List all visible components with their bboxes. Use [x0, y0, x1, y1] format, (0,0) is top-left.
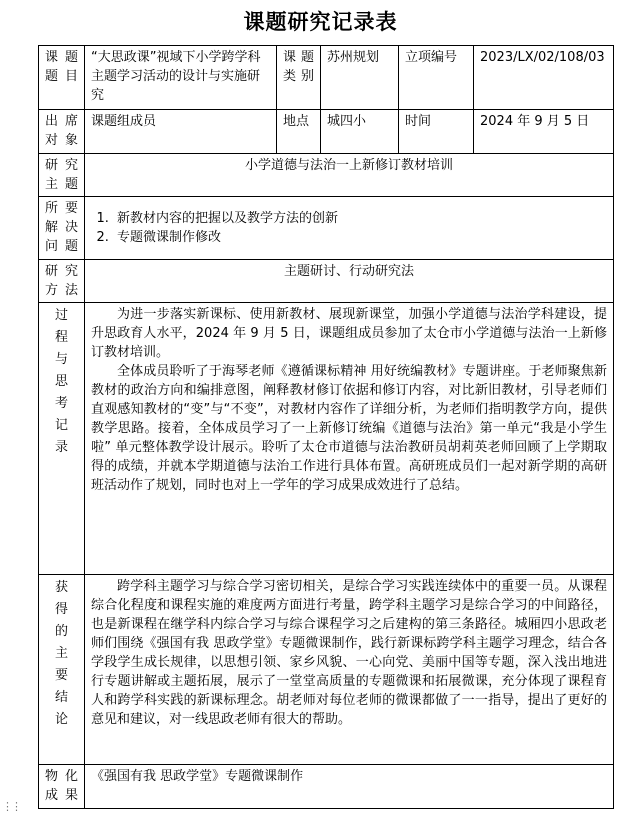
label-char: 得	[54, 602, 68, 617]
table-row-outcome	[39, 765, 614, 809]
process-text	[85, 303, 614, 575]
time-value: 2024 年 9 月 5 日	[474, 110, 614, 154]
conclusion-label	[39, 575, 85, 765]
conclusion-text	[85, 575, 614, 765]
issues-cell	[85, 197, 614, 260]
label-char: 结	[54, 690, 68, 705]
time-label: 时间	[399, 110, 474, 154]
table-row-method	[39, 260, 614, 303]
project-no-label: 立项编号	[399, 46, 474, 110]
label-char: 主	[54, 646, 68, 661]
table-row-topic	[39, 46, 614, 110]
issues-label: 所要解决问题	[39, 197, 85, 260]
method-value: 主题研讨、行动研究法	[85, 260, 614, 303]
outcome-label: 物化成果	[39, 765, 85, 809]
label-char: 要	[54, 668, 68, 683]
table-row-process	[39, 303, 614, 575]
process-label	[39, 303, 85, 575]
label-char: 过	[54, 308, 68, 323]
label-char: 程	[54, 330, 68, 345]
method-label: 研究方法	[39, 260, 85, 303]
attendees-value: 课题组成员	[85, 110, 277, 154]
list-item: 1. 新教材内容的把握以及教学方法的创新	[113, 209, 607, 228]
label-char: 考	[54, 396, 68, 411]
drag-handle-icon[interactable]: ⋮⋮	[2, 800, 20, 813]
theme-value: 小学道德与法治一上新修订教材培训	[85, 154, 614, 197]
label-char: 录	[54, 440, 68, 455]
paragraph: 为进一步落实新课标、使用新教材、展现新课堂，加强小学道德与法治学科建设，提升思政育人水平，2024 年 9 月 5 日，课题组成员参加了太仓市小学道德与法治一上新修订教材培训。	[91, 307, 607, 360]
label-char: 记	[54, 418, 68, 433]
topic-value: “大思政课”视域下小学跨学科主题学习活动的设计与实施研究	[85, 46, 277, 110]
label-char: 思	[54, 374, 68, 389]
table-row-conclusion	[39, 575, 614, 765]
location-label: 地点	[277, 110, 321, 154]
list-item: 2. 专题微课制作修改	[113, 228, 607, 247]
project-no-value: 2023/LX/02/108/03	[474, 46, 614, 110]
issues-list	[91, 209, 607, 247]
topic-label: 课题题目	[39, 46, 85, 110]
category-label: 课题类别	[277, 46, 321, 110]
location-value: 城四小	[321, 110, 399, 154]
paragraph: 全体成员聆听了于海琴老师《遵循课标精神 用好统编教材》专题讲座。于老师聚焦新教材的政治方向和编排意图，阐释教材修订依据和修订内容，对比新旧教材，引导老师们直观感知教材的“变”与“不变”，对教材内容作了详细分析，为老师们指明教学方向，提供教学思路。接着，全体成员学习了一上新修订统编《道德与法治》第一单元“我是小学生啦” 单元整体教学设计展示。聆听了太仓市道德与法治教研员胡莉英老师回顾了上学期取得的成绩，并就本学期道德与法治工作进行具体布置。高研班成员们一起对新学期的高研班活动作了规划，同时也对上一学年的学习成果成效进行了总结。	[91, 364, 607, 493]
page-title: 课题研究记录表	[243, 9, 398, 34]
label-char: 论	[54, 712, 68, 727]
theme-label: 研究主题	[39, 154, 85, 197]
category-value: 苏州规划	[321, 46, 399, 110]
table-row-theme	[39, 154, 614, 197]
label-char: 的	[54, 624, 68, 639]
outcome-value: 《强国有我 思政学堂》专题微课制作	[85, 765, 614, 809]
paragraph: 跨学科主题学习与综合学习密切相关，是综合学习实践连续体中的重要一员。从课程综合化程度和课程实施的难度两方面进行考量，跨学科主题学习是综合学习的中间路径，也是新课程在继学科内综合学习与综合课程学习之后建构的第三条路径。城厢四小思政老师们围绕《强国有我 思政学堂》专题微课制作，践行新课标跨学科主题学习理念，结合各学段学生成长规律，以思想引领、家乡风貌、一心向党、美丽中国等专题，深入浅出地进行专题讲解或主题拓展，展示了一堂堂高质量的专题微课和拓展微课，充分体现了课程育人和跨学科实践的新课标理念。胡老师对每位老师的微课都做了一一指导，提出了更好的意见和建议，对一线思政老师有很大的帮助。	[91, 579, 607, 727]
label-char: 获	[54, 580, 68, 595]
table-row-attendees	[39, 110, 614, 154]
table-row-issues	[39, 197, 614, 260]
record-table	[38, 45, 614, 809]
label-char: 与	[54, 352, 68, 367]
attendees-label: 出席对象	[39, 110, 85, 154]
